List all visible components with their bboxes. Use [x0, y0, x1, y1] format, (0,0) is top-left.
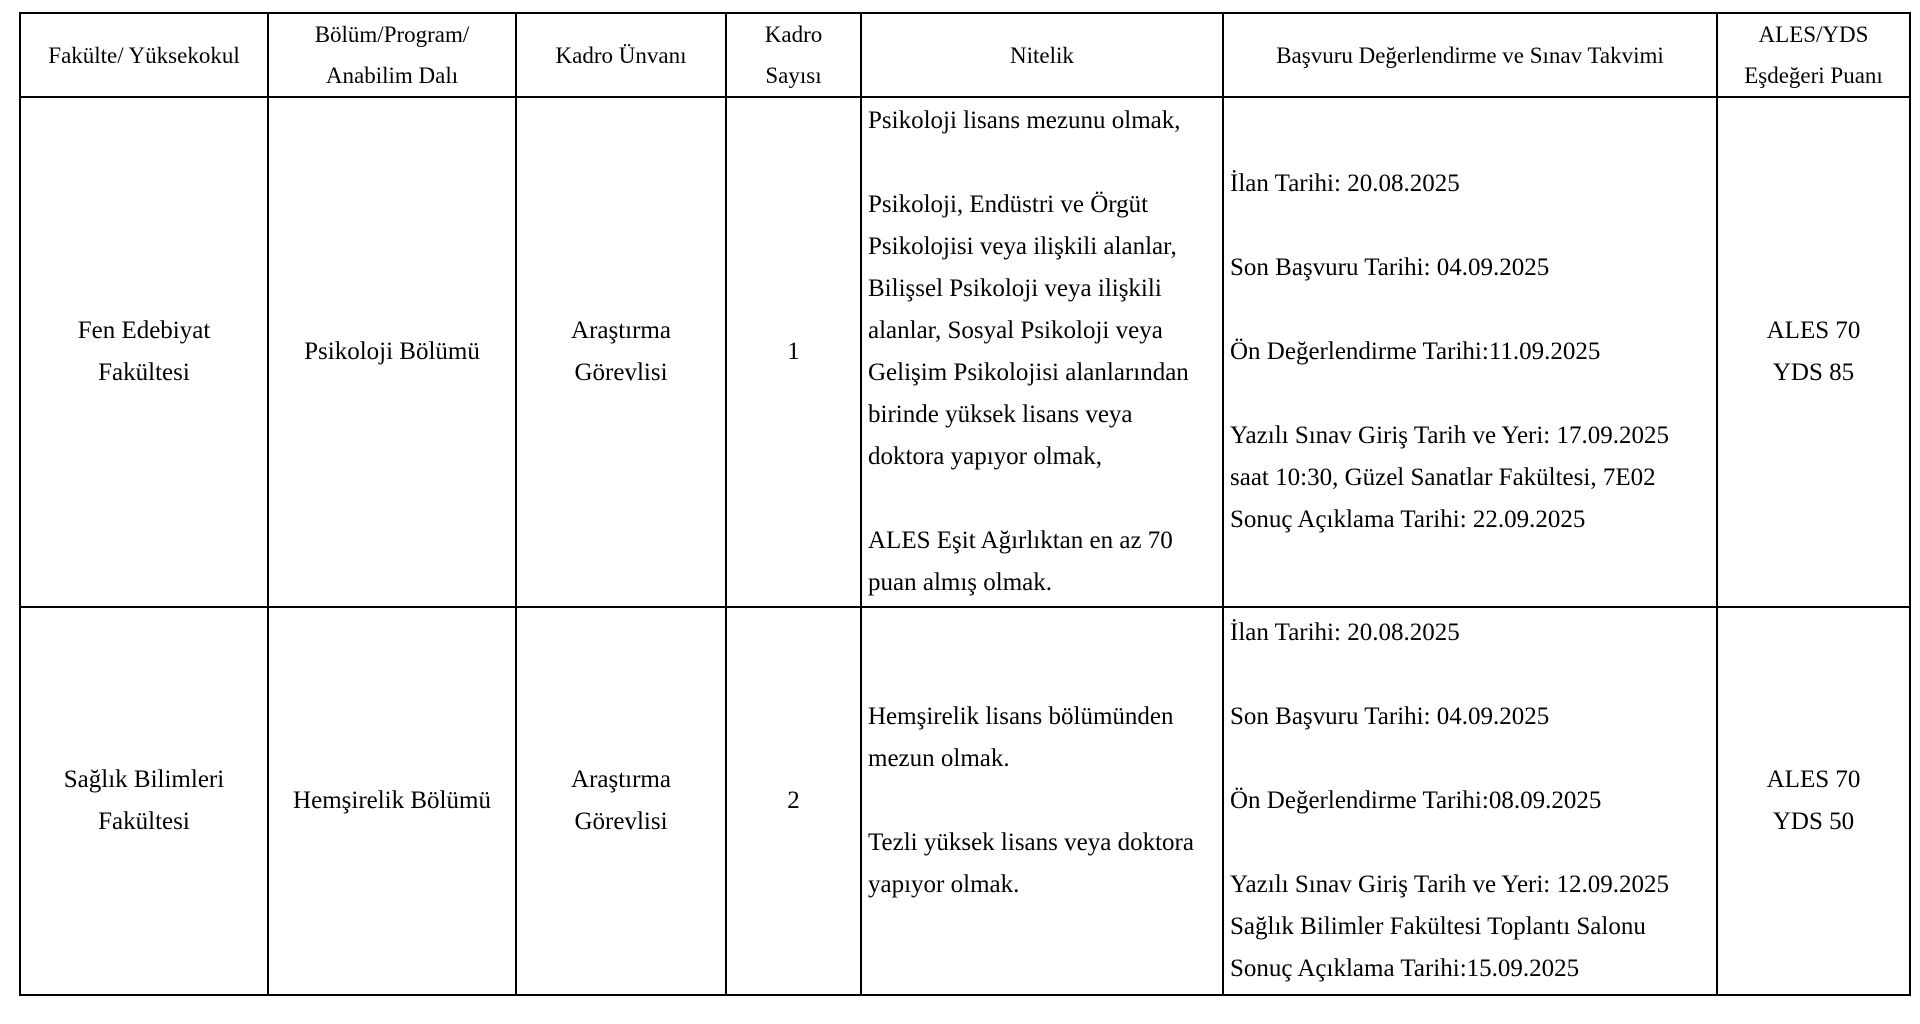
score-yds: YDS 50 — [1772, 808, 1855, 835]
qualification-text: yapıyor olmak. — [868, 871, 1020, 898]
header-title — [516, 13, 726, 97]
qualification-text: Psikoloji lisans mezunu olmak, — [868, 107, 1181, 134]
schedule-deadline: Son Başvuru Tarihi: 04.09.2025 — [1230, 703, 1550, 730]
schedule-announcement: İlan Tarihi: 20.08.2025 — [1230, 619, 1460, 646]
qualification-text: mezun olmak. — [868, 745, 1010, 772]
score-ales: ALES 70 — [1766, 317, 1861, 344]
count-cell — [726, 97, 861, 607]
header-faculty-label: Fakülte/ Yüksekokul — [48, 42, 240, 68]
table-row — [20, 607, 1910, 995]
qualification-text: doktora yapıyor olmak, — [868, 443, 1102, 470]
schedule-cell — [1223, 97, 1717, 607]
schedule-cell — [1223, 607, 1717, 995]
qualification-text: Gelişim Psikolojisi alanlarından — [868, 359, 1189, 386]
header-faculty — [20, 13, 268, 97]
qualification-text: Psikolojisi veya ilişkili alanlar, — [868, 233, 1177, 260]
paragraph-gap — [1230, 373, 1712, 415]
score-ales: ALES 70 — [1766, 766, 1861, 793]
faculty-line1: Fen Edebiyat — [77, 317, 211, 344]
faculty-cell — [20, 607, 268, 995]
header-score — [1717, 13, 1910, 97]
faculty-line1: Sağlık Bilimleri — [63, 766, 225, 793]
department-cell — [268, 97, 516, 607]
header-score-line1: ALES/YDS — [1758, 22, 1869, 47]
title-cell — [516, 607, 726, 995]
paragraph-gap — [1230, 289, 1712, 331]
table-row — [20, 97, 1910, 607]
qualification-text: Tezli yüksek lisans veya doktora — [868, 829, 1194, 856]
paragraph-gap — [868, 478, 1218, 520]
header-schedule — [1223, 13, 1717, 97]
schedule-deadline: Son Başvuru Tarihi: 04.09.2025 — [1230, 254, 1550, 281]
faculty-line2: Fakültesi — [98, 808, 190, 835]
title-line2: Görevlisi — [574, 359, 668, 386]
header-qualification-label: Nitelik — [1010, 42, 1074, 68]
header-qualification — [861, 13, 1223, 97]
title-cell — [516, 97, 726, 607]
department-cell — [268, 607, 516, 995]
header-count-line2: Sayısı — [765, 63, 822, 88]
header-schedule-label: Başvuru Değerlendirme ve Sınav Takvimi — [1276, 42, 1664, 68]
qualification-text: Bilişsel Psikoloji veya ilişkili — [868, 275, 1162, 302]
header-department-line2: Anabilim Dalı — [325, 63, 459, 88]
score-yds: YDS 85 — [1772, 359, 1855, 386]
schedule-exam-place: saat 10:30, Güzel Sanatlar Fakültesi, 7E02 — [1230, 464, 1656, 491]
qualification-text: birinde yüksek lisans veya — [868, 401, 1133, 428]
department-label: Psikoloji Bölümü — [304, 338, 480, 365]
faculty-cell — [20, 97, 268, 607]
schedule-result: Sonuç Açıklama Tarihi: 22.09.2025 — [1230, 506, 1586, 533]
count-cell — [726, 607, 861, 995]
header-count-line1: Kadro — [764, 22, 823, 47]
position-table — [19, 12, 1911, 996]
paragraph-gap — [1230, 738, 1712, 780]
qualification-text: alanlar, Sosyal Psikoloji veya — [868, 317, 1163, 344]
department-label: Hemşirelik Bölümü — [293, 787, 491, 814]
header-count — [726, 13, 861, 97]
header-title-label: Kadro Ünvanı — [555, 42, 687, 68]
qualification-text: Hemşirelik lisans bölümünden — [868, 703, 1174, 730]
header-department — [268, 13, 516, 97]
schedule-exam-place: Sağlık Bilimler Fakültesi Toplantı Salonu — [1230, 913, 1646, 940]
schedule-exam: Yazılı Sınav Giriş Tarih ve Yeri: 12.09.2025 — [1230, 871, 1670, 898]
qualification-text: ALES Eşit Ağırlıktan en az 70 — [868, 527, 1173, 554]
header-score-line2: Eşdeğeri Puanı — [1744, 63, 1883, 88]
paragraph-gap — [1230, 654, 1712, 696]
score-cell — [1717, 97, 1910, 607]
schedule-result: Sonuç Açıklama Tarihi:15.09.2025 — [1230, 955, 1580, 982]
qualification-text: Psikoloji, Endüstri ve Örgüt — [868, 191, 1149, 218]
schedule-exam: Yazılı Sınav Giriş Tarih ve Yeri: 17.09.2025 — [1230, 422, 1670, 449]
title-line1: Araştırma — [571, 317, 671, 344]
count-value: 2 — [787, 787, 800, 814]
qualification-cell — [861, 607, 1223, 995]
paragraph-gap — [1230, 822, 1712, 864]
faculty-line2: Fakültesi — [98, 359, 190, 386]
score-cell — [1717, 607, 1910, 995]
schedule-announcement: İlan Tarihi: 20.08.2025 — [1230, 170, 1460, 197]
paragraph-gap — [868, 142, 1218, 184]
header-row — [20, 13, 1910, 97]
title-line1: Araştırma — [571, 766, 671, 793]
schedule-pre-evaluation: Ön Değerlendirme Tarihi:08.09.2025 — [1230, 787, 1602, 814]
qualification-text: puan almış olmak. — [868, 569, 1052, 596]
count-value: 1 — [787, 338, 800, 365]
title-line2: Görevlisi — [574, 808, 668, 835]
paragraph-gap — [1230, 205, 1712, 247]
schedule-pre-evaluation: Ön Değerlendirme Tarihi:11.09.2025 — [1230, 338, 1601, 365]
header-department-line1: Bölüm/Program/ — [314, 22, 470, 47]
paragraph-gap — [868, 780, 1218, 822]
qualification-cell — [861, 97, 1223, 607]
